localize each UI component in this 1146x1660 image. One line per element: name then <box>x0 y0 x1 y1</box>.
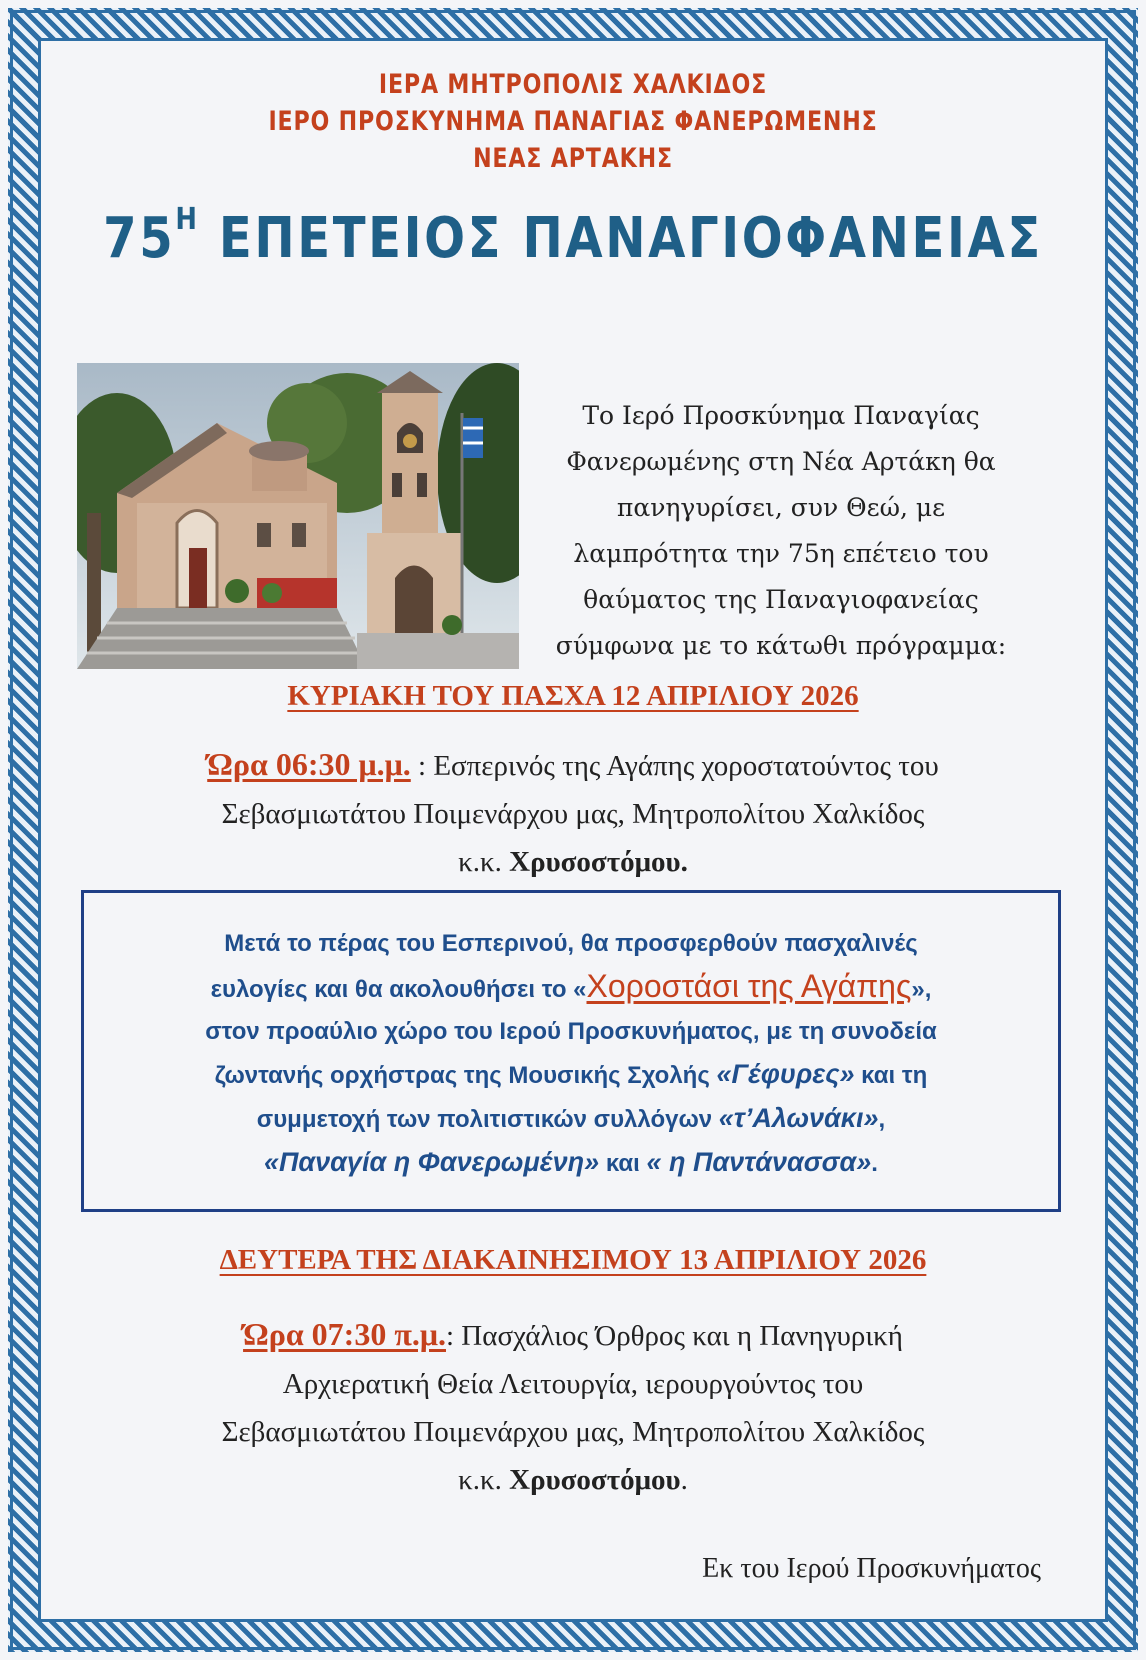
day2-line3: Σεβασμιωτάτου Ποιμενάρχου μας, Μητροπολίτου Χαλκίδος <box>221 1416 925 1448</box>
day1-line3 <box>90 838 1056 886</box>
box-highlight: Χοροστάσι της Αγάπης <box>586 968 912 1004</box>
intro-line: πανηγυρίσει, συν Θεώ, με <box>616 493 946 522</box>
day1-heading-text: ΚΥΡΙΑΚΗ ΤΟΥ ΠΑΣΧΑ 12 ΑΠΡΙΛΙΟΥ 2026 <box>287 680 859 712</box>
intro-paragraph <box>536 393 1026 669</box>
church-photo <box>77 363 519 669</box>
day1-line2: Σεβασμιωτάτου Ποιμενάρχου μας, Μητροπολίτου Χαλκίδος <box>221 798 925 830</box>
day1-text3-bold: Χρυσοστόμου. <box>509 846 688 878</box>
intro-line: θαύματος της Παναγιοφανείας <box>583 585 979 614</box>
header-location: ΝΕΑΣ ΑΡΤΑΚΗΣ <box>473 143 673 174</box>
header-shrine: ΙΕΡΟ ΠΡΟΣΚΥΝΗΜΑ ΠΑΝΑΓΙΑΣ ΦΑΝΕΡΩΜΕΝΗΣ <box>268 106 878 137</box>
day2-heading-text: ΔΕΥΤΕΡΑ ΤΗΣ ΔΙΑΚΑΙΝΗΣΙΜΟΥ 13 ΑΠΡΙΛΙΟΥ 2026 <box>219 1244 927 1276</box>
day2-text1: : Πασχάλιος Όρθρος και η Πανηγυρική <box>446 1320 903 1352</box>
intro-line: Φανερωμένης στη Νέα Αρτάκη θα <box>566 447 996 476</box>
box-line5 <box>84 1097 1058 1141</box>
day2-time: Ώρα 07:30 π.μ. <box>243 1316 446 1352</box>
box-line3: στον προαύλιο χώρο του Ιερού Προσκυνήματος, με τη συνοδεία <box>205 1018 937 1045</box>
day1-text3-prefix: κ.κ. <box>458 846 510 878</box>
day2-line2: Αρχιερατική Θεία Λειτουργία, ιερουργούντος του <box>282 1368 864 1400</box>
box-club-3: « η Παντάνασσα» <box>646 1147 872 1177</box>
header <box>0 66 1146 177</box>
announcement-box <box>81 890 1061 1212</box>
title-superscript: Η <box>175 202 200 237</box>
page-title <box>80 202 1066 271</box>
box-club-1: «τ’Αλωνάκι» <box>718 1103 879 1133</box>
box-line6-text: και <box>599 1150 647 1177</box>
day1-time: Ώρα 06:30 μ.μ. <box>207 746 411 782</box>
box-line5-text: συμμετοχή των πολιτιστικών συλλόγων <box>256 1106 719 1133</box>
intro-line: λαμπρότητα την 75η επέτειο του <box>573 539 989 568</box>
day2-line4 <box>90 1456 1056 1504</box>
day1-line1 <box>90 740 1056 790</box>
day2-heading <box>0 1244 1146 1277</box>
intro-line: Το Ιερό Προσκύνημα Παναγίας <box>582 401 980 430</box>
intro-line: σύμφωνα με το κάτωθι πρόγραμμα: <box>555 631 1007 660</box>
box-line2-end: », <box>911 976 932 1003</box>
header-metropolis: ΙΕΡΑ ΜΗΤΡΟΠΟΛΙΣ ΧΑΛΚΙΔΟΣ <box>378 69 768 100</box>
day2-event <box>90 1310 1056 1504</box>
day1-text1: : Εσπερινός της Αγάπης χοροστατούντος του <box>410 750 939 782</box>
box-club-2: «Παναγία η Φανερωμένη» <box>264 1147 600 1177</box>
day1-event <box>90 740 1056 886</box>
day1-heading <box>0 680 1146 713</box>
day2-line1 <box>90 1310 1056 1360</box>
box-line1: Μετά το πέρας του Εσπερινού, θα προσφερθούν πασχαλινές <box>224 930 918 957</box>
title-text: ΕΠΕΤΕΙΟΣ ΠΑΝΑΓΙΟΦΑΝΕΙΑΣ <box>218 206 1043 271</box>
box-line4-end: και τη <box>854 1062 928 1089</box>
box-line6 <box>84 1141 1058 1185</box>
day2-text4-prefix: κ.κ. <box>458 1464 510 1496</box>
day2-text4-suffix: . <box>680 1464 688 1496</box>
box-line4 <box>84 1053 1058 1097</box>
box-line5-end: , <box>878 1106 886 1133</box>
title-number: 75 <box>103 206 176 271</box>
box-line2 <box>84 965 1058 1011</box>
box-line6-end: . <box>871 1150 878 1177</box>
day2-text4-bold: Χρυσοστόμου <box>509 1464 681 1496</box>
box-line2-text: ευλογίες και θα ακολουθήσει το « <box>210 976 587 1003</box>
box-line4-text: ζωντανής ορχήστρας της Μουσικής Σχολής <box>214 1062 717 1089</box>
box-music-school: «Γέφυρες» <box>716 1059 855 1089</box>
footer-signature: Εκ του Ιερού Προσκυνήματος <box>702 1553 1041 1584</box>
